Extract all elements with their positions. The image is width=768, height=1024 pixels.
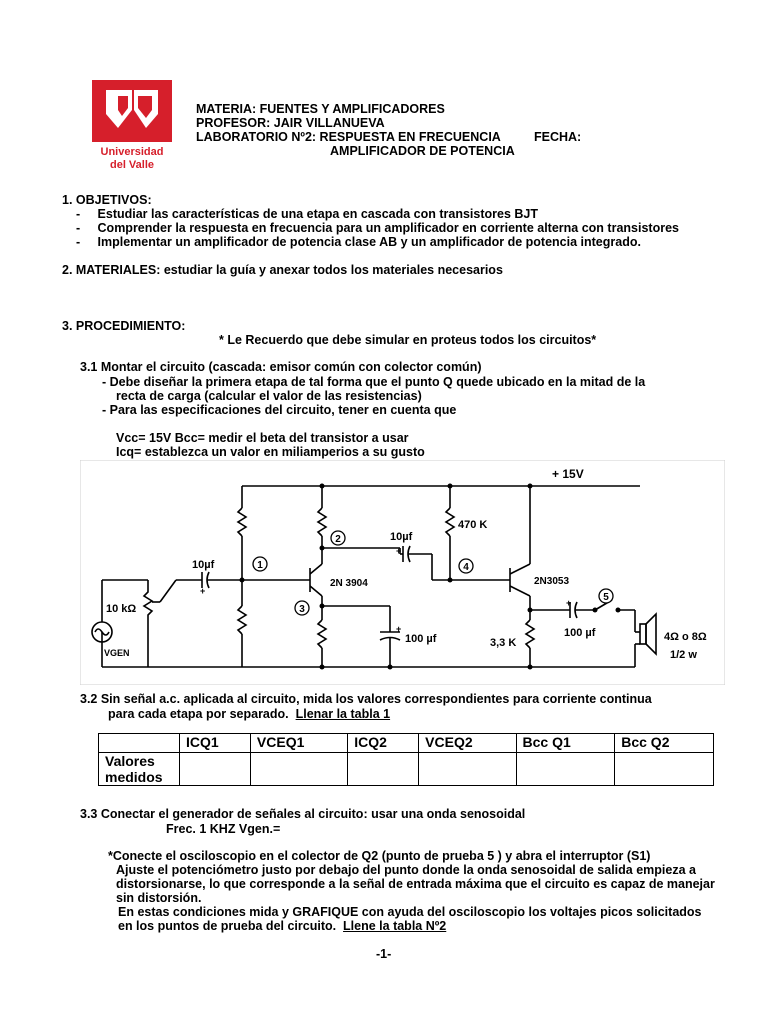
svg-text:Universidad: Universidad bbox=[100, 146, 164, 158]
section-3-3-p3: distorsionarse, lo que corresponde a la señal de entrada máxima que el circuito es capaz de manejar bbox=[116, 877, 715, 891]
objetivo-item: - Comprender la respuesta en frecuencia para un amplificador en corriente alterna con transistores bbox=[76, 221, 679, 235]
subtitle: AMPLIFICADOR DE POTENCIA bbox=[330, 144, 515, 158]
section-3-3-p5: En estas condiciones mida y GRAFIQUE con ayuda del osciloscopio los voltajes picos solicitados bbox=[118, 905, 702, 919]
test-point-1: 1 bbox=[257, 560, 263, 571]
svg-text:+: + bbox=[200, 586, 206, 596]
header-bcc-q1: Bcc Q1 bbox=[516, 734, 615, 753]
materia-line: MATERIA: FUENTES Y AMPLIFICADORES bbox=[196, 102, 445, 116]
svg-text:del Valle: del Valle bbox=[109, 159, 155, 171]
table-row bbox=[99, 753, 714, 786]
profesor-line: PROFESOR: JAIR VILLANUEVA bbox=[196, 116, 385, 130]
cell-bcc-q1[interactable] bbox=[516, 753, 615, 786]
header-vceq2: VCEQ2 bbox=[419, 734, 516, 753]
section-3-1: 3.1 Montar el circuito (cascada: emisor común con colector común) bbox=[80, 360, 482, 374]
materiales-line: 2. MATERIALES: estudiar la guía y anexar todos los materiales necesarios bbox=[62, 263, 503, 277]
laboratorio-line: LABORATORIO Nº2: RESPUESTA EN FRECUENCIA bbox=[196, 130, 501, 144]
vgen-label: VGEN bbox=[104, 648, 130, 658]
test-point-4: 4 bbox=[463, 562, 469, 573]
cell-vceq1[interactable] bbox=[250, 753, 347, 786]
page-number: -1- bbox=[376, 947, 392, 961]
section-3-3-p2: Ajuste el potenciómetro justo por debajo del punto donde la onda senosoidal de salida empieza a bbox=[116, 863, 696, 877]
cell-icq1[interactable] bbox=[180, 753, 251, 786]
section-3-3-p6: en los puntos de prueba del circuito. Llene la tabla Nº2 bbox=[118, 919, 447, 933]
fecha-label: FECHA: bbox=[534, 130, 582, 144]
vcc-spec: Vcc= 15V Bcc= medir el beta del transistor a usar bbox=[116, 431, 409, 445]
icq-spec: Icq= establezca un valor en miliamperios a su gusto bbox=[116, 445, 425, 459]
section-3-3-p4: sin distorsión. bbox=[116, 891, 202, 905]
section-3-3-line1: 3.3 Conectar el generador de señales al circuito: usar una onda senosoidal bbox=[80, 807, 526, 821]
header-bcc-q2: Bcc Q2 bbox=[615, 734, 714, 753]
q2-label: 2N3053 bbox=[534, 576, 570, 587]
section-3-1-a: - Debe diseñar la primera etapa de tal forma que el punto Q quede ubicado en la mitad de la bbox=[102, 375, 646, 389]
header-icq2: ICQ2 bbox=[348, 734, 419, 753]
procedimiento-title: 3. PROCEDIMIENTO: bbox=[62, 319, 186, 333]
r470-label: 470 K bbox=[458, 519, 488, 531]
objetivos-title: 1. OBJETIVOS: bbox=[62, 193, 152, 207]
section-3-3-p1: *Conecte el osciloscopio en el colector de Q2 (punto de prueba 5 ) y abra el interruptor (S1) bbox=[108, 849, 651, 863]
section-3-2-line2: para cada etapa por separado. Llenar la tabla 1 bbox=[108, 707, 391, 721]
svg-text:+: + bbox=[396, 546, 402, 556]
proteus-note: * Le Recuerdo que debe simular en proteus todos los circuitos* bbox=[219, 333, 597, 347]
section-3-2-line1: 3.2 Sin señal a.c. aplicada al circuito, mida los valores correspondientes para corriente continua bbox=[80, 692, 652, 706]
header-vceq1: VCEQ1 bbox=[250, 734, 347, 753]
row-label: Valores medidos bbox=[99, 753, 180, 786]
section-3-1-c: - Para las especificaciones del circuito, tener en cuenta que bbox=[102, 403, 457, 417]
q1-label: 2N 3904 bbox=[330, 578, 368, 589]
svg-text:+: + bbox=[396, 624, 402, 634]
cell-bcc-q2[interactable] bbox=[615, 753, 714, 786]
cap4-label: 100 µf bbox=[564, 627, 596, 639]
pot-label: 10 kΩ bbox=[106, 603, 137, 615]
cap2-label: 10µf bbox=[390, 531, 413, 543]
objetivo-item: - Implementar un amplificador de potencia clase AB y un amplificador de potencia integrado. bbox=[76, 235, 641, 249]
table-1 bbox=[98, 733, 714, 786]
test-point-5: 5 bbox=[603, 592, 609, 603]
cascade-amplifier-schematic bbox=[80, 460, 725, 685]
svg-text:+: + bbox=[566, 598, 572, 608]
cap3-label: 100 µf bbox=[405, 633, 437, 645]
table-header-row bbox=[99, 734, 714, 753]
cell-icq2[interactable] bbox=[348, 753, 419, 786]
universidad-del-valle-logo bbox=[92, 80, 172, 174]
objetivo-item: - Estudiar las características de una etapa en cascada con transistores BJT bbox=[76, 207, 539, 221]
cell-vceq2[interactable] bbox=[419, 753, 516, 786]
test-point-3: 3 bbox=[299, 604, 305, 615]
vcc-label: + 15V bbox=[552, 467, 584, 481]
load-power-label: 1/2 w bbox=[670, 649, 697, 661]
test-point-2: 2 bbox=[335, 534, 341, 545]
load-label: 4Ω o 8Ω bbox=[664, 631, 707, 643]
cap1-label: 10µf bbox=[192, 559, 215, 571]
header-icq1: ICQ1 bbox=[180, 734, 251, 753]
section-3-1-b: recta de carga (calcular el valor de las resistencias) bbox=[116, 389, 422, 403]
r33-label: 3,3 K bbox=[490, 637, 517, 649]
section-3-3-line2: Frec. 1 KHZ Vgen.= bbox=[166, 822, 281, 836]
